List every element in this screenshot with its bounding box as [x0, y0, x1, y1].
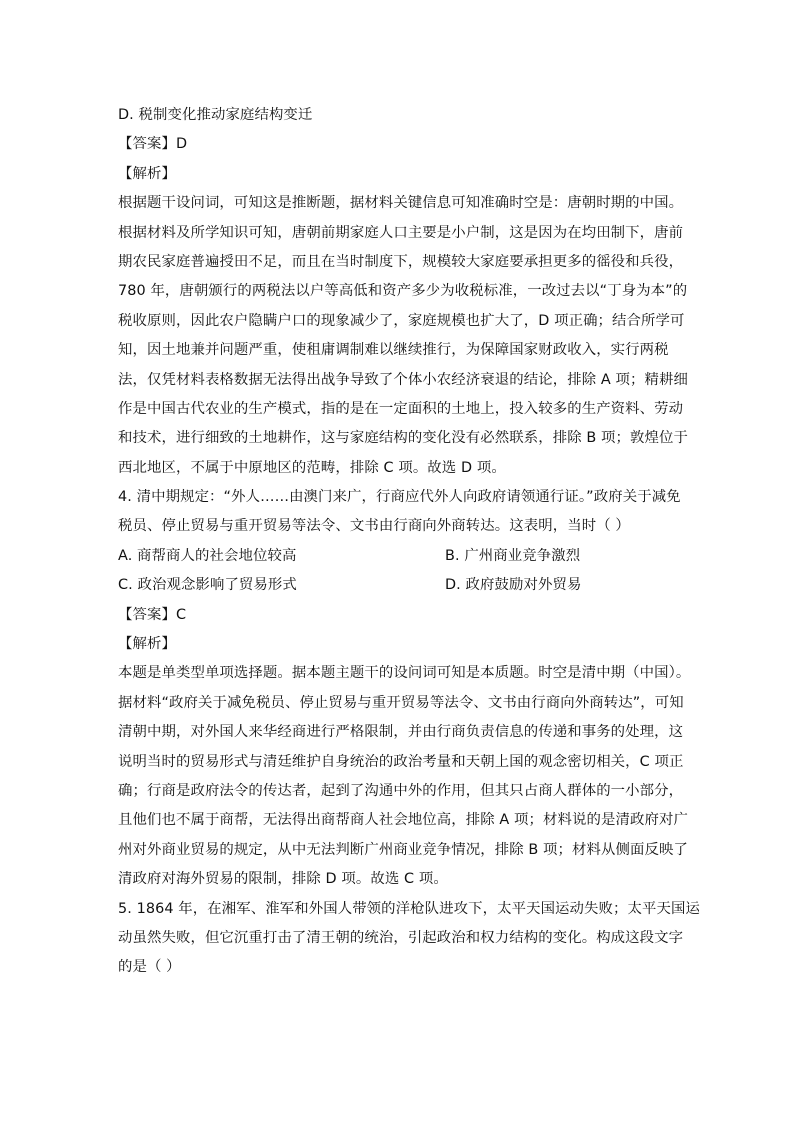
analysis-q3-line-8: 作是中国古代农业的生产模式，指的是在一定面积的土地上，投入较多的生产资料、劳动	[118, 400, 684, 417]
question-5-line-3: 的是（ ）	[118, 959, 181, 976]
analysis-q4-line-1: 本题是单类型单项选择题。据本题主题干的设问词可知是本质题。时空是清中期（中国）。	[118, 665, 691, 682]
option-b: B. 广州商业竞争激烈	[445, 547, 581, 564]
question-4-options-row-1	[118, 542, 678, 571]
analysis-q4-line-6: 且他们也不属于商帮，无法得出商帮商人社会地位高，排除 A 项；材料说的是清政府对广	[118, 812, 688, 829]
option-d-previous: D. 税制变化推动家庭结构变迁	[118, 107, 313, 123]
option-d: D. 政府鼓励对外贸易	[445, 577, 582, 594]
question-4-options-row-2	[118, 571, 678, 600]
analysis-q3-line-1: 根据题干设问词，可知这是推断题，据材料关键信息可知准确时空是：唐朝时期的中国。	[118, 195, 684, 212]
analysis-q3-line-2: 根据材料及所学知识可知，唐朝前期家庭人口主要是小户制，这是因为在均田制下，唐前	[118, 224, 684, 241]
answer-label-q3: 【答案】D	[118, 136, 188, 153]
analysis-q4-line-3: 清朝中期，对外国人来华经商进行严格限制，并由行商负责信息的传递和事务的处理，这	[118, 724, 684, 741]
analysis-label-q4: 【解析】	[118, 636, 176, 653]
analysis-q3-line-9: 和技术，进行细致的土地耕作，这与家庭结构的变化没有必然联系，排除 B 项；敦煌位于	[118, 430, 688, 447]
analysis-q3-line-6: 知，因土地兼并问题严重，使租庸调制难以继续推行，为保障国家财政收入，实行两税	[118, 342, 669, 359]
analysis-q3-line-4: 780 年，唐朝颁行的两税法以户等高低和资产多少为收税标准，一改过去以“丁身为本”的	[118, 283, 688, 300]
analysis-q3-line-7: 法，仅凭材料表格数据无法得出战争导致了个体小农经济衰退的结论，排除 A 项；精耕细	[118, 371, 688, 388]
question-4-line-2: 税员、停止贸易与重开贸易等法令、文书由行商向外商转达。这表明，当时（ ）	[118, 518, 630, 535]
analysis-q3-line-3: 期农民家庭普遍授田不足，而且在当时制度下，规模较大家庭要承担更多的徭役和兵役，	[118, 253, 684, 270]
analysis-q4-line-2: 据材料“政府关于减免税员、停止贸易与重开贸易等法令、文书由行商向外商转达”，可知	[118, 694, 684, 711]
document-body	[118, 101, 700, 983]
analysis-q3-line-5: 税收原则，因此农户隐瞒户口的现象减少了，家庭规模也扩大了，D 项正确；结合所学可	[118, 312, 685, 329]
option-a: A. 商帮商人的社会地位较高	[118, 547, 297, 564]
analysis-q4-line-4: 说明当时的贸易形式与清廷维护自身统治的政治考量和天朝上国的观念密切相关，C 项正	[118, 753, 684, 770]
analysis-q4-line-8: 清政府对海外贸易的限制，排除 D 项。故选 C 项。	[118, 871, 448, 888]
analysis-q4-line-7: 州对外商业贸易的规定，从中无法判断广州商业竞争情况，排除 B 项；材料从侧面反映了	[118, 841, 688, 858]
answer-label-q4: 【答案】C	[118, 606, 187, 623]
question-5-line-2: 动虽然失败，但它沉重打击了清王朝的统治，引起政治和权力结构的变化。构成这段文字	[118, 929, 684, 946]
analysis-q4-line-5: 确；行商是政府法令的传达者，起到了沟通中外的作用，但其只占商人群体的一小部分，	[118, 782, 684, 799]
option-c: C. 政治观念影响了贸易形式	[118, 577, 297, 594]
question-5-line-1: 5. 1864 年，在湘军、淮军和外国人带领的洋枪队进攻下，太平天国运动失败；太平天国运	[118, 900, 700, 917]
analysis-label-q3: 【解析】	[118, 165, 176, 182]
analysis-q3-line-10: 西北地区，不属于中原地区的范畴，排除 C 项。故选 D 项。	[118, 459, 506, 476]
question-4-line-1: 4. 清中期规定：“外人……由澳门来广，行商应代外人向政府请领通行证。”政府关于减免	[118, 489, 681, 506]
